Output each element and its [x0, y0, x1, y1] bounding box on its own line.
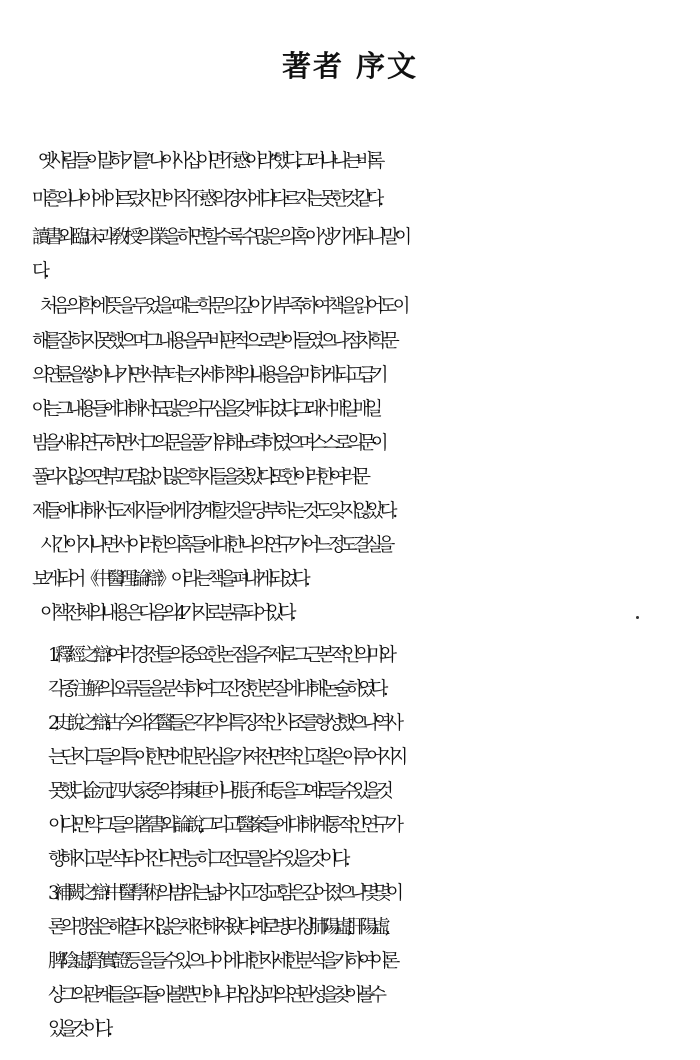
- text-line: 다.: [32, 261, 44, 282]
- list-item-continuation: 각종 注解의 오류들을 분석하여 그 진정한 본질에 대해 논술하였다.: [48, 679, 384, 700]
- text-line: 해를 잘 하지 못했으며 그 내용을 무비판적으로 받아들였으나 점차 학문: [32, 331, 395, 352]
- list-item: 3. 補闕之辯: 中醫學術의 범위는 넓어지고 정교함은 깊어졌으나 몇몇 이: [48, 883, 399, 904]
- text-line: 야는 그 내용들에 대해서도 많은 의구심을 갖게 되었다. 그래서 매일매일: [32, 399, 378, 420]
- text-line: 밤을 새워 연구하면서 그 의문을 풀기 위해 노력하였으며 스스로 의문이: [32, 433, 383, 454]
- list-item: 2. 史說之辯: 古今의 名醫들은 각각의 특징적인 사조를 형성했으나 역사: [48, 713, 399, 734]
- text-line: 讀書와 臨床과 敎授의 業을 하면 할수록 수많은 의혹이 생기게 되니 말이: [32, 227, 407, 248]
- text-line: 처음 의학에 뜻을 두었을 때는 학문의 깊이가 부족하여 책을 읽어도 이: [40, 296, 406, 317]
- text-line: 마흔의 나이에 이르렀지만 아직 不惑의 경지에 다다르지는 못한 것 같다.: [32, 189, 379, 210]
- page-title: 著者 序文: [281, 49, 419, 83]
- text-line: 시간이 지나면서 이러한 의혹들에 대한 나의 연구가 어느 정도 결실을: [40, 535, 390, 556]
- list-item: 1. 釋經之辯: 여러 경전들의 중요한 논점을 주제로 그 근본적인 의미와: [48, 645, 392, 666]
- list-item-continuation: 脾陰虛, 腎實證 등을 들 수 있으니 이에 대한 자세한 분석을 가하여 이론: [48, 951, 395, 972]
- text-line: 이 책 전체의 내용은 다음의 4가지로 분류되어 있다.: [40, 603, 291, 624]
- list-item-continuation: 론의 맹점은 해결되지 않은 채 전해져 왔다. 예로 병리상 肺陽虛, 肝陽虛,: [48, 917, 385, 938]
- list-item-continuation: 는 단지 그들의 특이한 면에만 관심을 가져 전면적인 고찰은 이루어지지: [48, 747, 403, 768]
- list-item-continuation: 행해지고 분석되어진다면 능히 그 전모를 알 수 있을 것이다.: [48, 849, 346, 870]
- list-item-continuation: 있을 것이다.: [48, 1019, 108, 1040]
- text-line: 보게되어 《中醫理論辯》이라는 책을 펴내게 되었다.: [32, 569, 306, 590]
- list-item-continuation: 상 그의 관계들을 되돌아 볼 뿐만 아니라 임상과의 연관성을 찾아 볼 수: [48, 985, 382, 1006]
- text-line: 의 연륜을 쌓아 나가면서부터는 자세히 책의 내용을 음미하게 되고 급기: [32, 365, 383, 386]
- text-line: 옛사람들이 말하기를 “나이 사십이면 不惑이라” 했다. 그러나 나는 비록: [38, 151, 380, 172]
- list-item-continuation: 이다. 만약 그들의 著書와 論說, 그리고 醫案들에 대해 계통적인 연구가: [48, 815, 399, 836]
- text-line: 제들에 대해서도 제자들에게 경계할 것을 당부하는 것도 잊지 않았다.: [32, 501, 393, 522]
- text-line: 풀리지 않으면 부끄럼 없이 많은 학자들을 찾았다. 또한 이러한 여러 문: [32, 467, 366, 488]
- stray-mark: [636, 616, 639, 619]
- list-item-continuation: 못했다. 金元四大家 중의 李東垣이나 張子和 등을 그 예로 들 수 있을 것: [48, 781, 388, 802]
